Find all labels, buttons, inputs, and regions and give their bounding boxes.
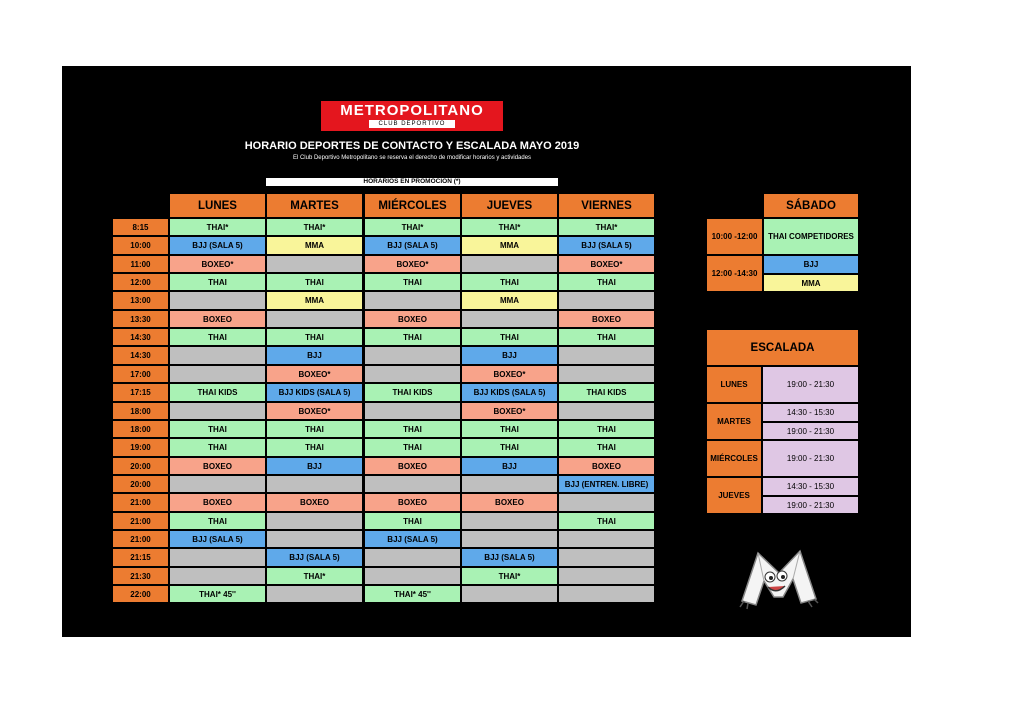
climbing-day-cell: MIÉRCOLES: [706, 440, 762, 477]
class-cell: THAI* 45'': [169, 585, 266, 603]
empty-cell: [266, 530, 363, 548]
day-header: MIÉRCOLES: [364, 193, 461, 218]
empty-cell: [266, 512, 363, 530]
class-cell: THAI: [169, 512, 266, 530]
empty-cell: [461, 585, 558, 603]
empty-cell: [558, 548, 655, 567]
time-cell: 20:00: [112, 475, 169, 493]
page-title: HORARIO DEPORTES DE CONTACTO Y ESCALADA MAYO 2019: [244, 140, 580, 152]
class-cell: BOXEO: [169, 310, 266, 328]
time-cell: 10:00: [112, 236, 169, 255]
club-logo: [321, 101, 503, 131]
time-cell: 11:00: [112, 255, 169, 273]
class-cell: THAI: [364, 512, 461, 530]
empty-cell: [364, 475, 461, 493]
time-cell: 20:00: [112, 457, 169, 475]
climbing-slot-cell: 19:00 - 21:30: [762, 496, 859, 514]
class-cell: THAI*: [461, 218, 558, 236]
class-cell: THAI*: [364, 218, 461, 236]
empty-cell: [364, 548, 461, 567]
empty-cell: [364, 567, 461, 585]
class-cell: MMA: [461, 236, 558, 255]
day-header: JUEVES: [461, 193, 558, 218]
empty-cell: [461, 530, 558, 548]
class-cell: THAI*: [266, 218, 363, 236]
empty-cell: [558, 493, 655, 512]
climbing-day-cell: MARTES: [706, 403, 762, 440]
empty-cell: [169, 365, 266, 383]
class-cell: THAI: [558, 328, 655, 346]
class-cell: BOXEO: [364, 493, 461, 512]
empty-cell: [558, 585, 655, 603]
class-cell: BOXEO: [169, 493, 266, 512]
day-header: VIERNES: [558, 193, 655, 218]
class-cell: BJJ (ENTREN. LIBRE): [558, 475, 655, 493]
class-cell: THAI: [364, 420, 461, 438]
saturday-class-cell: BJJ: [763, 255, 859, 274]
class-cell: THAI KIDS: [558, 383, 655, 402]
saturday-header: SÁBADO: [763, 193, 859, 218]
class-cell: BOXEO*: [461, 365, 558, 383]
empty-cell: [266, 475, 363, 493]
climbing-slot-cell: 19:00 - 21:30: [762, 440, 859, 477]
class-cell: THAI*: [266, 567, 363, 585]
class-cell: THAI: [266, 438, 363, 457]
time-cell: 17:00: [112, 365, 169, 383]
climbing-slot-cell: 14:30 - 15:30: [762, 403, 859, 422]
class-cell: THAI: [558, 273, 655, 291]
time-cell: 21:15: [112, 548, 169, 567]
class-cell: MMA: [461, 291, 558, 310]
class-cell: BJJ KIDS (SALA 5): [461, 383, 558, 402]
class-cell: BJJ (SALA 5): [364, 236, 461, 255]
empty-cell: [169, 291, 266, 310]
logo-brand-text: METROPOLITANO: [340, 102, 484, 119]
class-cell: THAI: [558, 438, 655, 457]
class-cell: THAI: [364, 438, 461, 457]
class-cell: BJJ (SALA 5): [169, 530, 266, 548]
class-cell: THAI*: [461, 567, 558, 585]
time-cell: 21:00: [112, 530, 169, 548]
day-header: MARTES: [266, 193, 363, 218]
empty-cell: [169, 402, 266, 420]
logo-sub-text: CLUB DEPORTIVO: [369, 120, 455, 128]
class-cell: THAI KIDS: [364, 383, 461, 402]
class-cell: BJJ (SALA 5): [169, 236, 266, 255]
class-cell: BOXEO*: [364, 255, 461, 273]
empty-cell: [364, 291, 461, 310]
climbing-day-cell: LUNES: [706, 366, 762, 403]
time-cell: 21:30: [112, 567, 169, 585]
class-cell: THAI: [169, 328, 266, 346]
class-cell: BOXEO*: [266, 365, 363, 383]
class-cell: BOXEO*: [169, 255, 266, 273]
time-cell: 21:00: [112, 493, 169, 512]
class-cell: THAI*: [558, 218, 655, 236]
time-cell: 14:30: [112, 346, 169, 365]
class-cell: THAI: [364, 273, 461, 291]
time-cell: 13:30: [112, 310, 169, 328]
empty-cell: [461, 255, 558, 273]
empty-cell: [169, 475, 266, 493]
empty-cell: [169, 567, 266, 585]
empty-cell: [169, 548, 266, 567]
empty-cell: [364, 365, 461, 383]
class-cell: BJJ: [461, 457, 558, 475]
climbing-slot-cell: 14:30 - 15:30: [762, 477, 859, 496]
class-cell: THAI: [558, 420, 655, 438]
empty-cell: [461, 475, 558, 493]
class-cell: BOXEO: [266, 493, 363, 512]
time-cell: 22:00: [112, 585, 169, 603]
class-cell: BJJ (SALA 5): [461, 548, 558, 567]
class-cell: BOXEO: [169, 457, 266, 475]
class-cell: THAI: [461, 273, 558, 291]
time-cell: 18:00: [112, 420, 169, 438]
class-cell: BOXEO*: [558, 255, 655, 273]
class-cell: THAI: [461, 328, 558, 346]
time-cell: 21:00: [112, 512, 169, 530]
empty-cell: [266, 255, 363, 273]
class-cell: THAI*: [169, 218, 266, 236]
mascot-illustration: [738, 543, 820, 611]
climbing-slot-cell: 19:00 - 21:30: [762, 422, 859, 440]
class-cell: BJJ: [266, 457, 363, 475]
empty-cell: [558, 530, 655, 548]
class-cell: THAI: [364, 328, 461, 346]
class-cell: THAI: [169, 438, 266, 457]
saturday-class-cell: MMA: [763, 274, 859, 292]
class-cell: BOXEO: [558, 310, 655, 328]
time-cell: 14:30: [112, 328, 169, 346]
class-cell: MMA: [266, 236, 363, 255]
empty-cell: [364, 346, 461, 365]
time-cell: 12:00: [112, 273, 169, 291]
class-cell: THAI: [266, 328, 363, 346]
empty-cell: [266, 585, 363, 603]
class-cell: BOXEO: [461, 493, 558, 512]
class-cell: BJJ (SALA 5): [558, 236, 655, 255]
saturday-time-cell: 12:00 -14:30: [706, 255, 763, 292]
empty-cell: [558, 402, 655, 420]
day-header: LUNES: [169, 193, 266, 218]
class-cell: BOXEO*: [266, 402, 363, 420]
time-cell: 13:00: [112, 291, 169, 310]
class-cell: THAI KIDS: [169, 383, 266, 402]
class-cell: BOXEO*: [461, 402, 558, 420]
class-cell: THAI: [169, 420, 266, 438]
class-cell: BJJ (SALA 5): [266, 548, 363, 567]
empty-cell: [461, 512, 558, 530]
empty-cell: [266, 310, 363, 328]
climbing-slot-cell: 19:00 - 21:30: [762, 366, 859, 403]
saturday-time-cell: 10:00 -12:00: [706, 218, 763, 255]
class-cell: BJJ: [266, 346, 363, 365]
class-cell: THAI: [169, 273, 266, 291]
class-cell: THAI: [266, 273, 363, 291]
class-cell: THAI: [461, 420, 558, 438]
page-subtitle: El Club Deportivo Metropolitano se reserva el derecho de modificar horarios y actividades: [292, 155, 532, 161]
class-cell: THAI: [266, 420, 363, 438]
empty-cell: [169, 346, 266, 365]
class-cell: MMA: [266, 291, 363, 310]
empty-cell: [558, 291, 655, 310]
time-cell: 18:00: [112, 402, 169, 420]
empty-cell: [558, 365, 655, 383]
time-cell: 19:00: [112, 438, 169, 457]
saturday-class-cell: THAI COMPETIDORES: [763, 218, 859, 255]
climbing-header: ESCALADA: [706, 329, 859, 366]
class-cell: BJJ (SALA 5): [364, 530, 461, 548]
class-cell: BOXEO: [364, 310, 461, 328]
empty-cell: [558, 346, 655, 365]
class-cell: THAI: [461, 438, 558, 457]
empty-cell: [558, 567, 655, 585]
class-cell: BOXEO: [364, 457, 461, 475]
class-cell: THAI: [558, 512, 655, 530]
class-cell: BJJ KIDS (SALA 5): [266, 383, 363, 402]
class-cell: BOXEO: [558, 457, 655, 475]
promo-note: HORARIOS EN PROMOCIÓN (*): [266, 178, 558, 186]
time-cell: 17:15: [112, 383, 169, 402]
class-cell: BJJ: [461, 346, 558, 365]
class-cell: THAI* 45'': [364, 585, 461, 603]
climbing-day-cell: JUEVES: [706, 477, 762, 514]
time-cell: 8:15: [112, 218, 169, 236]
empty-cell: [461, 310, 558, 328]
empty-cell: [364, 402, 461, 420]
